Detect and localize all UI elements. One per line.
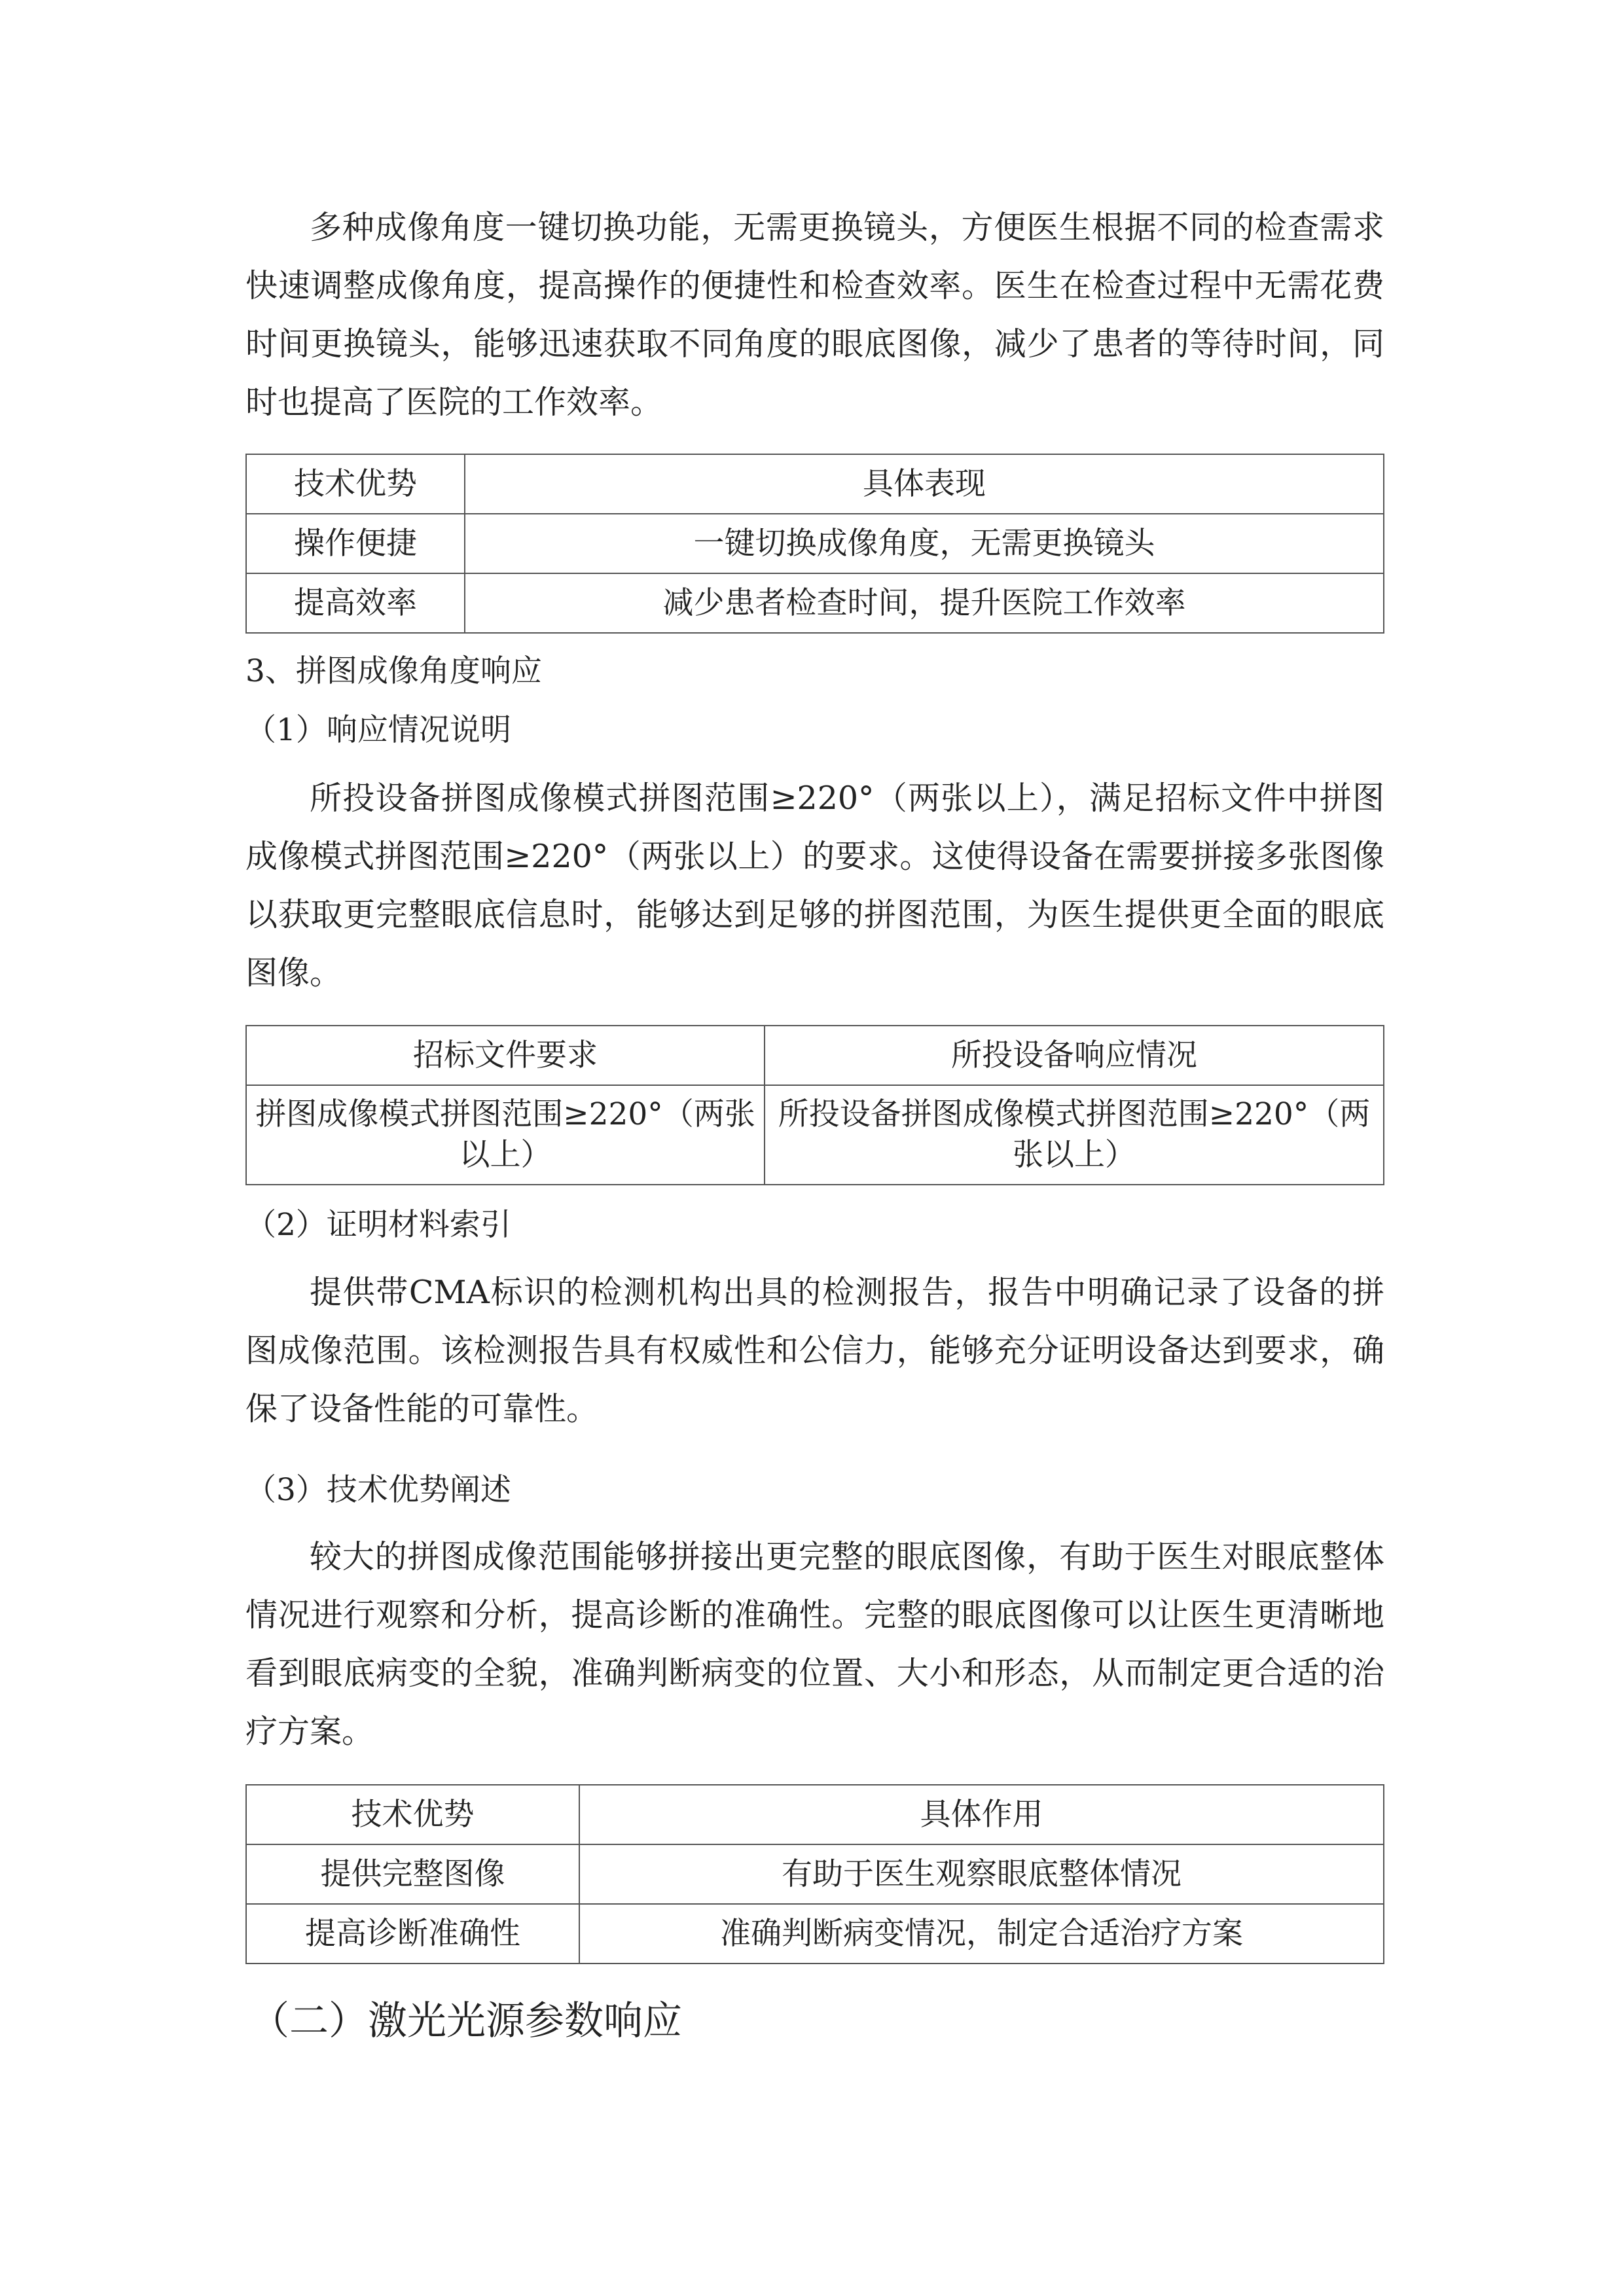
- subsection-2-paragraph: 提供带CMA标识的检测机构出具的检测报告，报告中明确记录了设备的拼图成像范围。该检测报告具有权威性和公信力，能够充分证明设备达到要求，确保了设备性能的可靠性。: [245, 1274, 1384, 1427]
- table-cell: 一键切换成像角度，无需更换镜头: [465, 514, 1384, 573]
- subsection-2-title: （2）证明材料索引: [245, 1207, 511, 1243]
- table-header-row: [246, 1785, 1384, 1844]
- table-header-row: [246, 454, 1384, 514]
- table-row: [246, 573, 1384, 633]
- requirement-table: [245, 1025, 1384, 1185]
- table-header-cell: 具体表现: [465, 454, 1384, 514]
- table-header-cell: 技术优势: [246, 1785, 579, 1844]
- advantage-table-1: [245, 454, 1384, 634]
- table-cell: 提高诊断准确性: [246, 1904, 579, 1964]
- table-header-cell: 技术优势: [246, 454, 465, 514]
- subsection-1-title: （1）响应情况说明: [245, 712, 511, 748]
- table-row: [246, 1085, 1384, 1185]
- section-2-heading: （二）激光光源参数响应: [250, 1998, 682, 2044]
- intro-paragraph: 多种成像角度一键切换功能，无需更换镜头，方便医生根据不同的检查需求快速调整成像角度，提高操作的便捷性和检查效率。医生在检查过程中无需花费时间更换镜头，能够迅速获取不同角度的眼底图像，减少了患者的等待时间，同时也提高了医院的工作效率。: [245, 209, 1384, 421]
- subsection-3-paragraph: 较大的拼图成像范围能够拼接出更完整的眼底图像，有助于医生对眼底整体情况进行观察和分析，提高诊断的准确性。完整的眼底图像可以让医生更清晰地看到眼底病变的全貌，准确判断病变的位置、大小和形态，从而制定更合适的治疗方案。: [245, 1538, 1384, 1750]
- table-cell: 准确判断病变情况，制定合适治疗方案: [579, 1904, 1384, 1964]
- table-row: [246, 514, 1384, 573]
- table-cell: 减少患者检查时间，提升医院工作效率: [465, 573, 1384, 633]
- table-cell: 有助于医生观察眼底整体情况: [579, 1844, 1384, 1904]
- advantage-table-2: [245, 1784, 1384, 1964]
- table-header-cell: 招标文件要求: [246, 1026, 765, 1085]
- table-cell: 操作便捷: [246, 514, 465, 573]
- section-3-title: 3、拼图成像角度响应: [245, 653, 542, 689]
- subsection-1-paragraph: 所投设备拼图成像模式拼图范围≥220°（两张以上），满足招标文件中拼图成像模式拼图范围≥220°（两张以上）的要求。这使得设备在需要拼接多张图像以获取更完整眼底信息时，能够达到足够的拼图范围，为医生提供更全面的眼底图像。: [245, 780, 1384, 992]
- table-cell: 所投设备拼图成像模式拼图范围≥220°（两张以上）: [765, 1085, 1384, 1185]
- table-row: [246, 1844, 1384, 1904]
- table-cell: 拼图成像模式拼图范围≥220°（两张以上）: [246, 1085, 765, 1185]
- subsection-3-title: （3）技术优势阐述: [245, 1472, 511, 1508]
- table-cell: 提供完整图像: [246, 1844, 579, 1904]
- table-row: [246, 1904, 1384, 1964]
- table-cell: 提高效率: [246, 573, 465, 633]
- table-header-row: [246, 1026, 1384, 1085]
- table-header-cell: 所投设备响应情况: [765, 1026, 1384, 1085]
- table-header-cell: 具体作用: [579, 1785, 1384, 1844]
